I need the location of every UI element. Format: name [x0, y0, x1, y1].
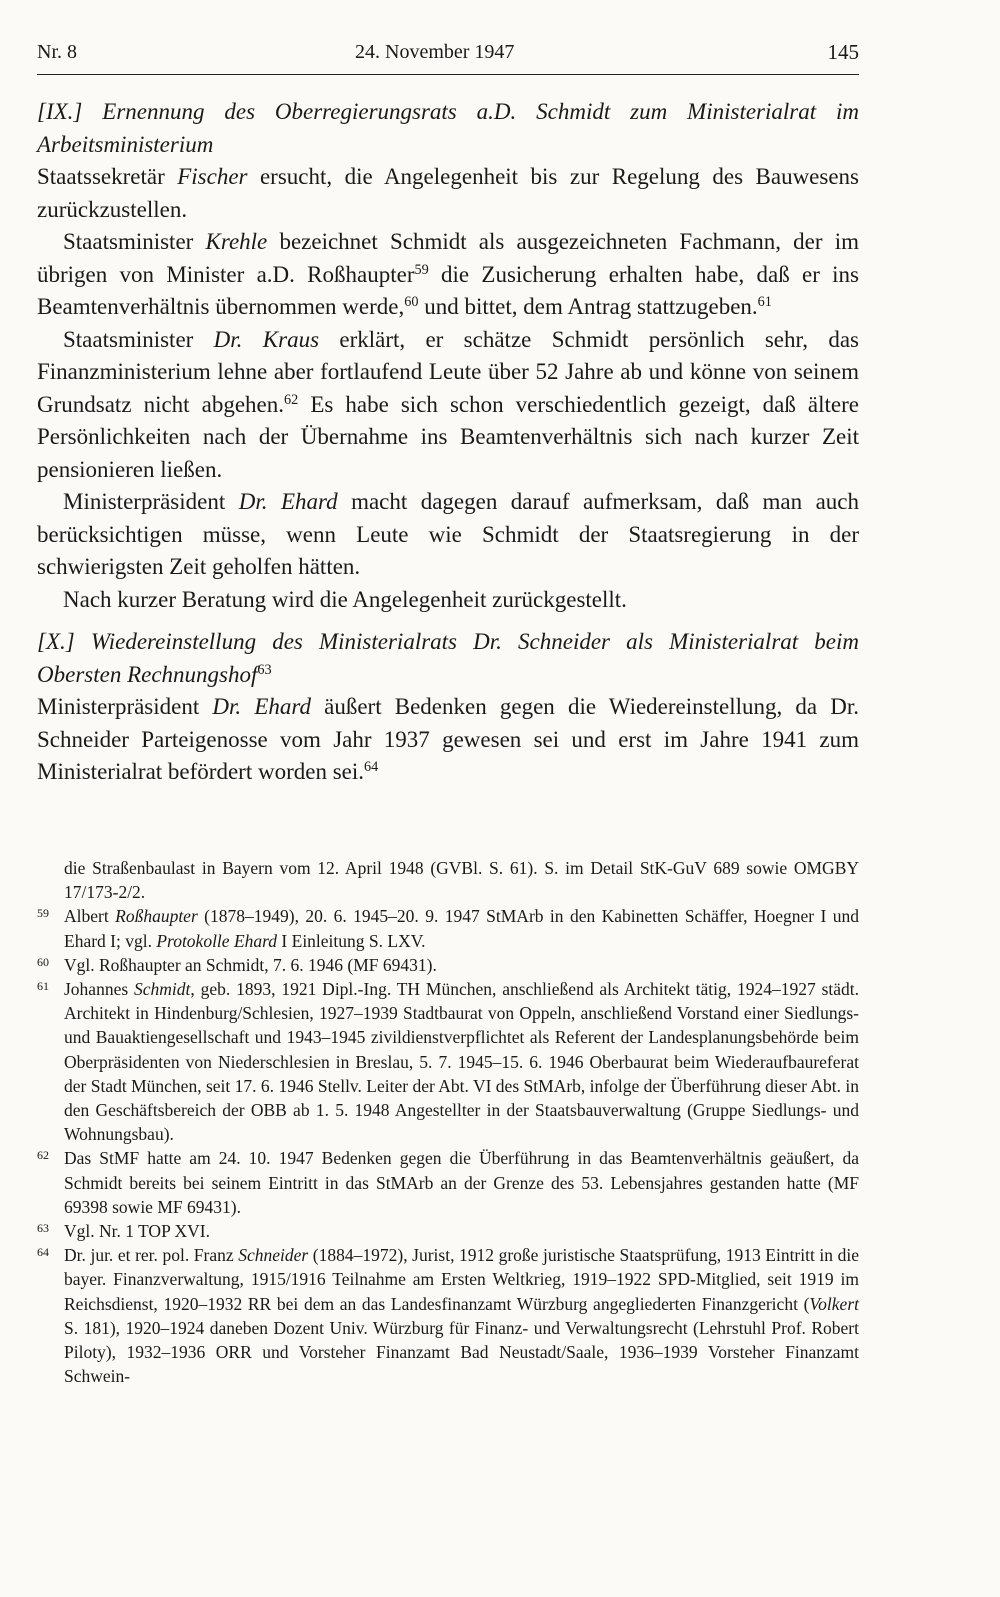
footnote-number: 61 — [37, 979, 49, 994]
footnote-text: Das StMF hatte am 24. 10. 1947 Bedenken gegen die Überführung in das Beamtenverhältnis geäußert, da Schmidt bereits bei seinem Eintritt in das StMArb an der Grenze des 53. Lebensjahres gestanden hatte (MF 69398 sowie MF 69431). — [64, 1148, 859, 1217]
session-date: 24. November 1947 — [355, 41, 515, 63]
work-title: Protokolle Ehard — [156, 930, 278, 951]
footnote-ref-59[interactable]: 59 — [414, 261, 429, 278]
paragraph-text: und bittet, dem Antrag stattzugeben. — [418, 294, 758, 319]
section-x-number: [X.] — [37, 629, 75, 654]
header-rule — [37, 74, 859, 75]
document-number: Nr. 8 — [37, 41, 77, 63]
section-ix-number: [IX.] — [37, 99, 83, 124]
footnotes — [37, 856, 859, 1388]
paragraph-fischer — [37, 161, 859, 226]
paragraph-text: erklärt, er schätze Schmidt persönlich sehr, das Finanzministerium lehne aber fortlaufend Leute über 52 Jahre ab und könne von seinem Grundsatz nicht abgehen. — [37, 326, 860, 417]
footnote-ref-61[interactable]: 61 — [757, 294, 772, 311]
footnote-text: S. 181), 1920–1924 daneben Dozent Univ. Würzburg für Finanz- und Verwaltungsrecht (Lehrstuhl Prof. Robert Piloty), 1932–1936 ORR und Vorsteher Finanzamt Bad Neustadt/Saale, 1936–1939 Vorsteher Finanzamt Schwein- — [64, 1317, 859, 1387]
person-name: Schmidt — [134, 979, 191, 1000]
footnote-63 — [37, 1219, 859, 1243]
paragraph-result: Nach kurzer Beratung wird die Angelegenheit zurückgestellt. — [63, 586, 627, 612]
section-ix-title: Ernennung des Oberregierungsrats a.D. Schmidt zum Ministerialrat im Arbeitsministerium — [37, 99, 859, 157]
paragraph-ehard-schneider — [37, 691, 859, 789]
speaker-role: Staatsminister — [63, 326, 214, 352]
footnote-text: (1878–1949), 20. 6. 1945–20. 9. 1947 StMArb in den Kabinetten Schäffer, Hoegner I und Ehard I; vgl. — [64, 906, 859, 951]
main-text — [37, 96, 859, 789]
speaker-name: Ehard — [280, 489, 338, 514]
footnote-text: Dr. jur. et rer. pol. Franz — [64, 1245, 239, 1266]
footnote-text: Albert — [64, 906, 116, 927]
work-title: Volkert — [809, 1293, 859, 1314]
footnote-text: I Einleitung S. LXV. — [277, 930, 426, 951]
paragraph-text: macht dagegen darauf aufmerksam, daß man auch berücksichtigen müsse, wenn Leute wie Schmidt der Staatsregierung in der schwierigsten Zeit geholfen hätten. — [37, 489, 860, 579]
speaker-name: Ehard — [254, 694, 311, 719]
speaker-name: Kraus — [262, 326, 320, 352]
page-number: 145 — [827, 40, 859, 64]
speaker-name: Krehle — [205, 229, 268, 254]
running-header — [37, 36, 859, 72]
paragraph-kraus — [37, 324, 859, 487]
footnote-number: 64 — [37, 1245, 49, 1260]
paragraph-krehle — [37, 226, 859, 324]
paragraph-text: bezeichnet Schmidt als ausgezeichneten Fachmann, der im übrigen von Minister a.D. Roßhaupter — [37, 229, 859, 287]
footnote-number: 63 — [37, 1221, 49, 1236]
footnote-number: 60 — [37, 954, 49, 969]
section-ix-heading — [37, 96, 859, 161]
speaker-name: Fischer — [177, 164, 248, 189]
speaker-title: Dr. — [212, 694, 242, 719]
footnote-text: Vgl. Roßhaupter an Schmidt, 7. 6. 1946 (MF 69431). — [64, 954, 437, 975]
footnote-ref-60[interactable]: 60 — [404, 294, 419, 311]
footnote-ref-62[interactable]: 62 — [284, 391, 299, 408]
speaker-role: Staatssekretär — [37, 164, 178, 189]
footnote-64 — [37, 1243, 859, 1388]
footnote-number: 59 — [37, 906, 49, 921]
footnote-continuation: die Straßenbaulast in Bayern vom 12. April 1948 (GVBl. S. 61). S. im Detail StK-GuV 689 sowie OMGBY 17/173-2/2. — [64, 858, 859, 903]
person-name: Roßhaupter — [115, 906, 198, 927]
footnote-ref-63[interactable]: 63 — [257, 661, 272, 678]
paragraph-ehard — [37, 486, 859, 584]
footnote-60 — [37, 953, 859, 977]
footnote-text: (1884–1972), Jurist, 1912 große juristische Staatsprüfung, 1913 Eintritt in die bayer. Finanzverwaltung, 1915/1916 Teilnahme am Ersten Weltkrieg, 1919–1922 SPD-Mitglied, seit 1919 im Reichsdienst, 1920–1932 RR bei dem an das Landesfinanzamt Würzburg angegliederten Finanzgericht ( — [64, 1245, 859, 1314]
speaker-role: Ministerpräsident — [37, 694, 213, 719]
speaker-role: Ministerpräsident — [63, 489, 239, 514]
speaker-role: Staatsminister — [63, 229, 206, 254]
footnote-59 — [37, 904, 859, 952]
footnote-text: Johannes — [64, 979, 135, 1000]
speaker-title: Dr. — [213, 326, 243, 352]
footnote-61 — [37, 977, 859, 1146]
section-x-heading — [37, 626, 859, 691]
paragraph-text: ersucht, die Angelegenheit bis zur Regelung des Bauwesens zurückzustellen. — [37, 164, 859, 222]
footnote-ref-64[interactable]: 64 — [364, 759, 379, 776]
section-x-title: Wiedereinstellung des Ministerialrats Dr. Schneider als Ministerialrat beim Obersten Rechnungshof — [37, 629, 860, 687]
footnote-62 — [37, 1146, 859, 1219]
footnote-text: , geb. 1893, 1921 Dipl.-Ing. TH München, anschließend als Architekt tätig, 1924–1927 städt. Architekt in Hindenburg/Schlesien, 1927–1939 Stadtbaurat von Oppeln, anschließend Vorstand einer Siedlungs- und Bauaktiengesellschaft und 1943–1945 zivildienstverpflichtet als Referent der Landesplanungsbehörde beim Oberpräsidenten von Niederschlesien in Breslau, 5. 7. 1945–15. 6. 1946 Oberbaurat beim Wiederaufbaureferat der Stadt München, seit 17. 6. 1946 Stellv. Leiter der Abt. VI des StMArb, infolge der Überführung dieser Abt. in den Geschäftsbereich der OBB ab 1. 5. 1948 Angestellter in der Staatsbauverwaltung (Gruppe Siedlungs- und Wohnungsbau). — [64, 979, 860, 1145]
footnote-text: Vgl. Nr. 1 TOP XVI. — [64, 1221, 211, 1242]
footnote-number: 62 — [37, 1148, 49, 1163]
person-name: Schneider — [238, 1245, 309, 1266]
paragraph-text: die Zusicherung erhalten habe, daß er ins Beamtenverhältnis übernommen werde, — [37, 261, 860, 319]
speaker-title: Dr. — [238, 489, 268, 514]
paragraph-text: äußert Bedenken gegen die Wiedereinstellung, da Dr. Schneider Parteigenosse vom Jahr 1937 gewesen sei und erst im Jahre 1941 zum Ministerialrat befördert worden sei. — [37, 694, 859, 784]
paragraph-text: Es habe sich schon verschiedentlich gezeigt, daß ältere Persönlichkeiten nach der Übernahme ins Beamtenverhältnis sich nach kurzer Zeit pensionieren ließen. — [37, 391, 859, 482]
